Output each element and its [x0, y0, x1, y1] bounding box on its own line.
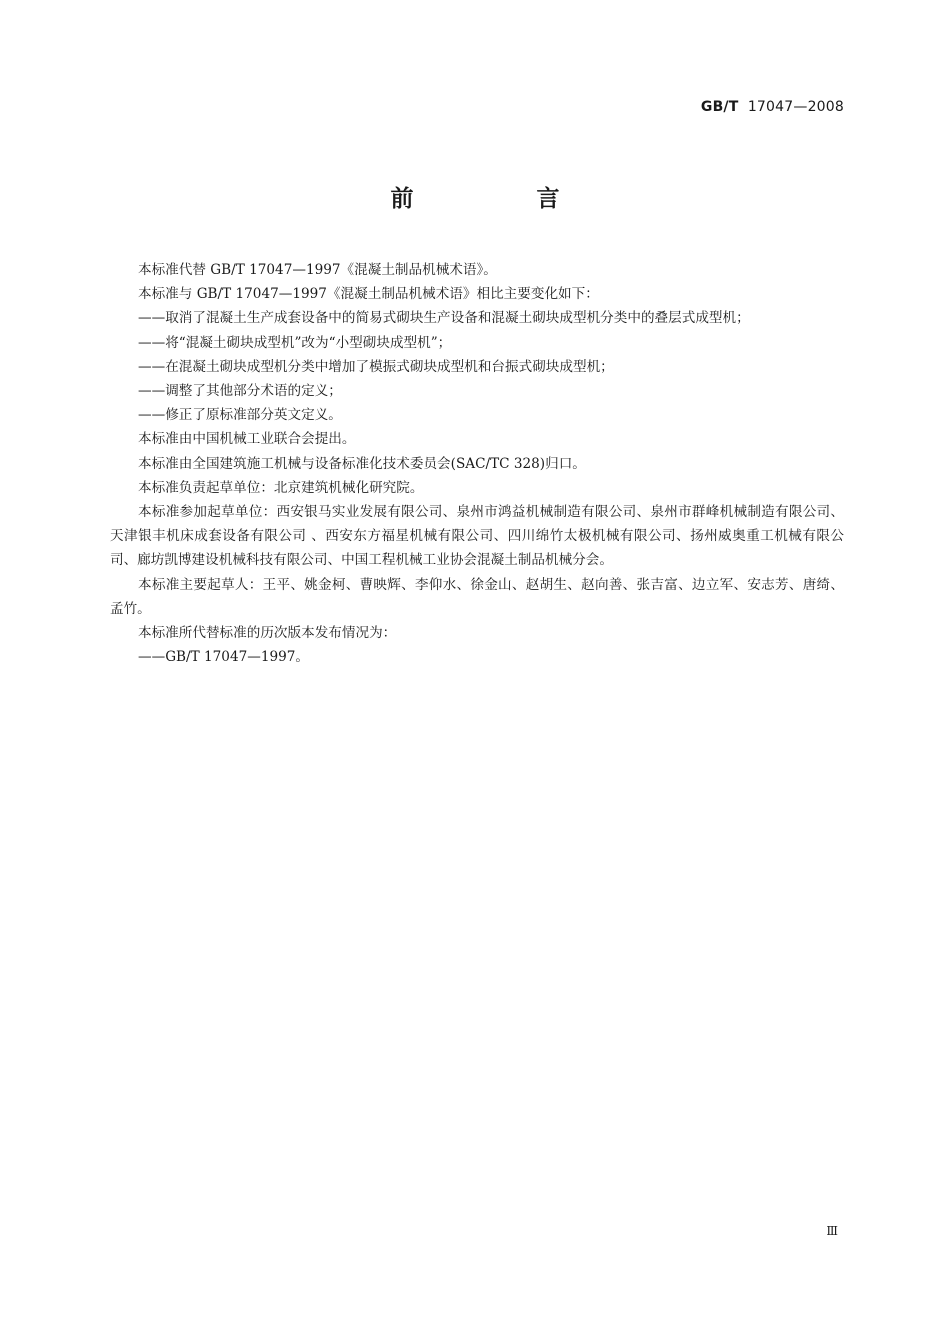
standard-code-prefix: GB/T	[700, 99, 739, 115]
page-title: 前 言	[390, 186, 610, 212]
paragraph-main-drafters: 本标准主要起草人：王平、姚金柯、曹映辉、李仰水、徐金山、赵胡生、赵向善、张吉富、边立军、安志芳、唐绮、孟竹。	[110, 576, 844, 617]
history-item-1: ——GB/T 17047—1997。	[138, 649, 310, 666]
change-item-4: ——调整了其他部分术语的定义；	[138, 383, 342, 400]
change-item-2: ——将“混凝土砌块成型机”改为“小型砌块成型机”；	[138, 334, 452, 351]
paragraph-responsible-drafter: 本标准负责起草单位：北京建筑机械化研究院。	[138, 479, 424, 496]
paragraph-history-intro: 本标准所代替标准的历次版本发布情况为：	[138, 625, 397, 642]
change-item-5: ——修正了原标准部分英文定义。	[138, 407, 342, 424]
page-number: Ⅲ	[826, 1224, 837, 1238]
foreword-body	[110, 258, 844, 669]
standard-code-number: 17047—2008	[747, 99, 844, 115]
paragraph-centralized-by: 本标准由全国建筑施工机械与设备标准化技术委员会(SAC/TC 328)归口。	[138, 455, 586, 472]
paragraph-proposed-by: 本标准由中国机械工业联合会提出。	[138, 431, 356, 448]
standard-code	[701, 99, 844, 115]
change-item-1: ——取消了混凝土生产成套设备中的简易式砌块生产设备和混凝土砌块成型机分类中的叠层式成型机；	[138, 310, 750, 327]
paragraph-changes-intro: 本标准与 GB/T 17047—1997《混凝土制品机械术语》相比主要变化如下：	[138, 286, 599, 303]
change-item-3: ——在混凝土砌块成型机分类中增加了模振式砌块成型机和台振式砌块成型机；	[138, 358, 614, 375]
paragraph-participating-drafters: 本标准参加起草单位：西安银马实业发展有限公司、泉州市鸿益机械制造有限公司、泉州市群峰机械制造有限公司、天津银丰机床成套设备有限公司 、西安东方福星机械有限公司、四川绵竹太极机械有限公司、扬州威奥重工机械有限公司、廊坊凯博建设机械科技有限公司、中国工程机械工业协会混凝土制品机械分会。	[110, 504, 844, 569]
paragraph-replacement: 本标准代替 GB/T 17047—1997《混凝土制品机械术语》。	[138, 262, 497, 278]
